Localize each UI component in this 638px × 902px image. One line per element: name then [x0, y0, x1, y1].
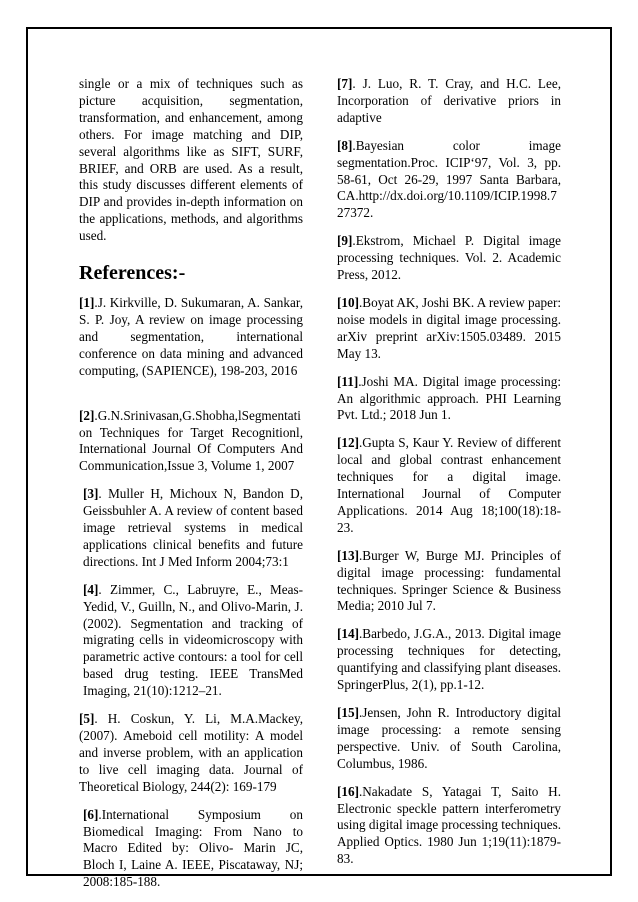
reference-text: .Burger W, Burge MJ. Principles of digital image processing: fundamental techniques. Springer Science & Business Media; 2010 Jul 7. — [337, 547, 561, 614]
right-column — [337, 76, 561, 879]
reference-10 — [337, 295, 561, 363]
reference-text: . Zimmer, C., Labruyre, E., Meas-Yedid, V., Guilln, N., and Olivo-Marin, J. (2002). Segmentation and tracking of migrating cells in videomicroscopy with parametric active contours: a tool for cell based drug testing. IEEE TransMed Imaging, 21(10):1212–21. — [83, 581, 303, 699]
reference-text: .Barbedo, J.G.A., 2013. Digital image processing techniques for detecting, quantifying and classifying plant diseases. SpringerPlus, 2(1), pp.1-12. — [337, 626, 561, 693]
reference-tag: [14] — [337, 626, 359, 642]
reference-text: .Bayesian color image segmentation.Proc. ICIP‘97, Vol. 3, pp. 58-61, Oct 26-29, 1997 Santa Barbara, CA.http://dx.doi.org/10.1109/ICIP.1998.7 27372. — [337, 137, 561, 221]
reference-tag: [7] — [337, 76, 353, 91]
reference-13 — [337, 548, 561, 616]
reference-tag: [4] — [83, 581, 99, 597]
reference-8 — [337, 138, 561, 223]
references-heading: References:- — [79, 262, 186, 285]
reference-text: . H. Coskun, Y. Li, M.A.Mackey, (2007). Ameboid cell motility: A model and inverse problem, with an application to live cell imaging data. Journal of Theoretical Biology, 244(2): 169-179 — [79, 711, 303, 794]
reference-7 — [337, 76, 561, 127]
reference-text: .Nakadate S, Yatagai T, Saito H. Electronic speckle pattern interferometry using digital image processing techniques. Applied Optics. 1980 Jun 1;19(11):1879-83. — [337, 783, 561, 867]
reference-tag: [15] — [337, 705, 359, 720]
reference-16 — [337, 784, 561, 869]
reference-tag: [8] — [337, 137, 353, 153]
reference-1 — [79, 295, 303, 380]
reference-2 — [79, 408, 303, 476]
reference-text: .Jensen, John R. Introductory digital image processing: a remote sensing perspective. Univ. of South Carolina, Columbus, 1986. — [337, 705, 561, 771]
reference-tag: [9] — [337, 233, 353, 249]
reference-text: .Ekstrom, Michael P. Digital image processing techniques. Vol. 2. Academic Press, 2012. — [337, 233, 561, 283]
reference-12 — [337, 435, 561, 536]
reference-tag: [16] — [337, 783, 359, 799]
reference-text: .Boyat AK, Joshi BK. A review paper: noise models in digital image processing. arXiv preprint arXiv:1505.03489. 2015 May 13. — [337, 294, 561, 361]
reference-6 — [79, 807, 303, 892]
reference-tag: [6] — [83, 806, 99, 822]
reference-tag: [12] — [337, 435, 359, 451]
reference-15 — [337, 705, 561, 773]
reference-5 — [79, 711, 303, 796]
reference-text: .J. Kirkville, D. Sukumaran, A. Sankar, S. P. Joy, A review on image processing and segmentation, international conference on data mining and advanced computing, (SAPIENCE), 198-203, 2016 — [79, 295, 303, 378]
reference-3 — [79, 486, 303, 571]
reference-text: .Gupta S, Kaur Y. Review of different local and global contrast enhancement techniques for a digital image. International Journal of Computer Applications. 2014 Aug 18;100(18):18-23. — [337, 435, 561, 535]
reference-tag: [11] — [337, 373, 359, 389]
reference-text: .G.N.Srinivasan,G.Shobha,lSegmentati on Techniques for Target Recognitionl, International Journal Of Computers And Communication,Issue 3, Volume 1, 2007 — [79, 407, 303, 474]
reference-tag: [13] — [337, 547, 359, 563]
reference-tag: [5] — [79, 711, 95, 727]
reference-tag: [3] — [83, 486, 99, 502]
reference-11 — [337, 374, 561, 425]
reference-text: .Joshi MA. Digital image processing: An algorithmic approach. PHI Learning Pvt. Ltd.; 2018 Jun 1. — [337, 373, 561, 423]
reference-tag: [2] — [79, 407, 95, 423]
left-column — [79, 76, 303, 902]
reference-tag: [10] — [337, 294, 359, 310]
reference-tag: [1] — [79, 295, 95, 311]
reference-text: . Muller H, Michoux N, Bandon D, Geissbuhler A. A review of content based image retrieval systems in medical applications clinical benefits and future directions. Int J Med Inform 2004;73:1 — [83, 486, 303, 569]
intro-paragraph: single or a mix of techniques such as picture acquisition, segmentation, transformation, and enhancement, among others. For image matching and DIP, several algorithms like as SIFT, SURF, BRIEF, and ORB are used. As a result, this study discusses different elements of DIP and provides in-depth information on the applications, methods, and algorithms used. — [79, 76, 303, 244]
reference-text: .International Symposium on Biomedical Imaging: From Nano to Macro Edited by: Olivo- Marin JC, Bloch I, Laine A. IEEE, Piscataway, NJ; 2008:185-188. — [83, 806, 303, 890]
reference-9 — [337, 233, 561, 284]
reference-text: . J. Luo, R. T. Cray, and H.C. Lee, Incorporation of derivative priors in adaptive — [337, 76, 561, 125]
reference-14 — [337, 626, 561, 694]
reference-4 — [79, 582, 303, 700]
